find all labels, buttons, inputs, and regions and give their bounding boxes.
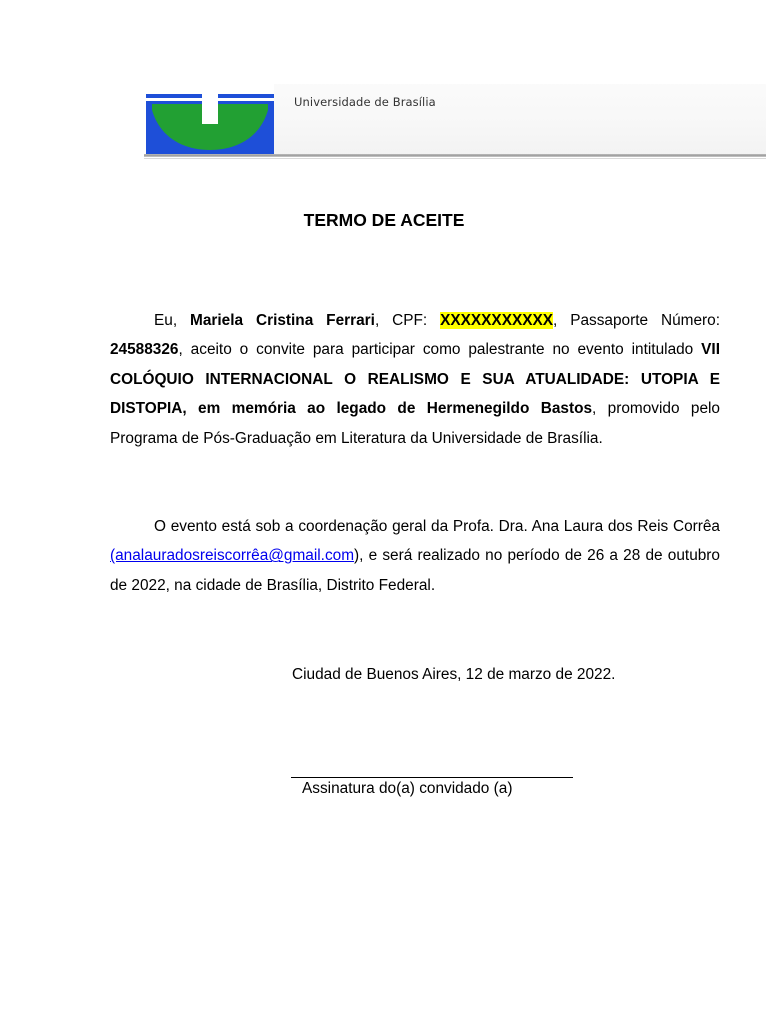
coordinator-email-link[interactable]: (analauradosreiscorrêa@gmail.com xyxy=(110,547,355,565)
document-title: TERMO DE ACEITE xyxy=(303,210,465,230)
p1-text-3: , Passaporte Número: xyxy=(553,312,720,329)
cpf-value: XXXXXXXXXXX xyxy=(440,312,554,329)
p1-text-5: , promovido pelo Programa de Pós-Graduação em Literatura da Universidade de Brasília. xyxy=(110,400,720,447)
event-details-paragraph xyxy=(110,512,720,600)
institution-name: Universidade de Brasília xyxy=(294,95,436,109)
signature-line xyxy=(291,777,573,778)
signature-label: Assinatura do(a) convidado (a) xyxy=(302,780,513,797)
acceptance-paragraph xyxy=(110,306,720,453)
p1-text-4: , aceito o convite para participar como palestrante no evento intitulado xyxy=(178,341,702,359)
speaker-name: Mariela Cristina Ferrari xyxy=(190,312,375,329)
unb-logo xyxy=(146,94,274,156)
passport-number: 24588326 xyxy=(110,341,179,359)
letterhead xyxy=(140,82,766,160)
p1-text-2: , CPF: xyxy=(374,312,441,329)
event-title: VII COLÓQUIO INTERNACIONAL O REALISMO E SUA ATUALIDADE: UTOPIA E DISTOPIA, em memória ao legado de Hermenegildo Bastos xyxy=(110,341,720,418)
letterhead-rule-thin xyxy=(144,158,766,159)
p2-text-2: ), e será realizado no período de 26 a 28 de outubro de 2022, na cidade de Brasília, Distrito Federal. xyxy=(110,547,720,594)
place-and-date: Ciudad de Buenos Aires, 12 de marzo de 2022. xyxy=(292,666,616,683)
p1-text-1: Eu, xyxy=(154,312,191,329)
letterhead-rule xyxy=(144,154,766,157)
p2-text-1: O evento está sob a coordenação geral da Profa. Dra. Ana Laura dos Reis Corrêa xyxy=(154,518,720,535)
